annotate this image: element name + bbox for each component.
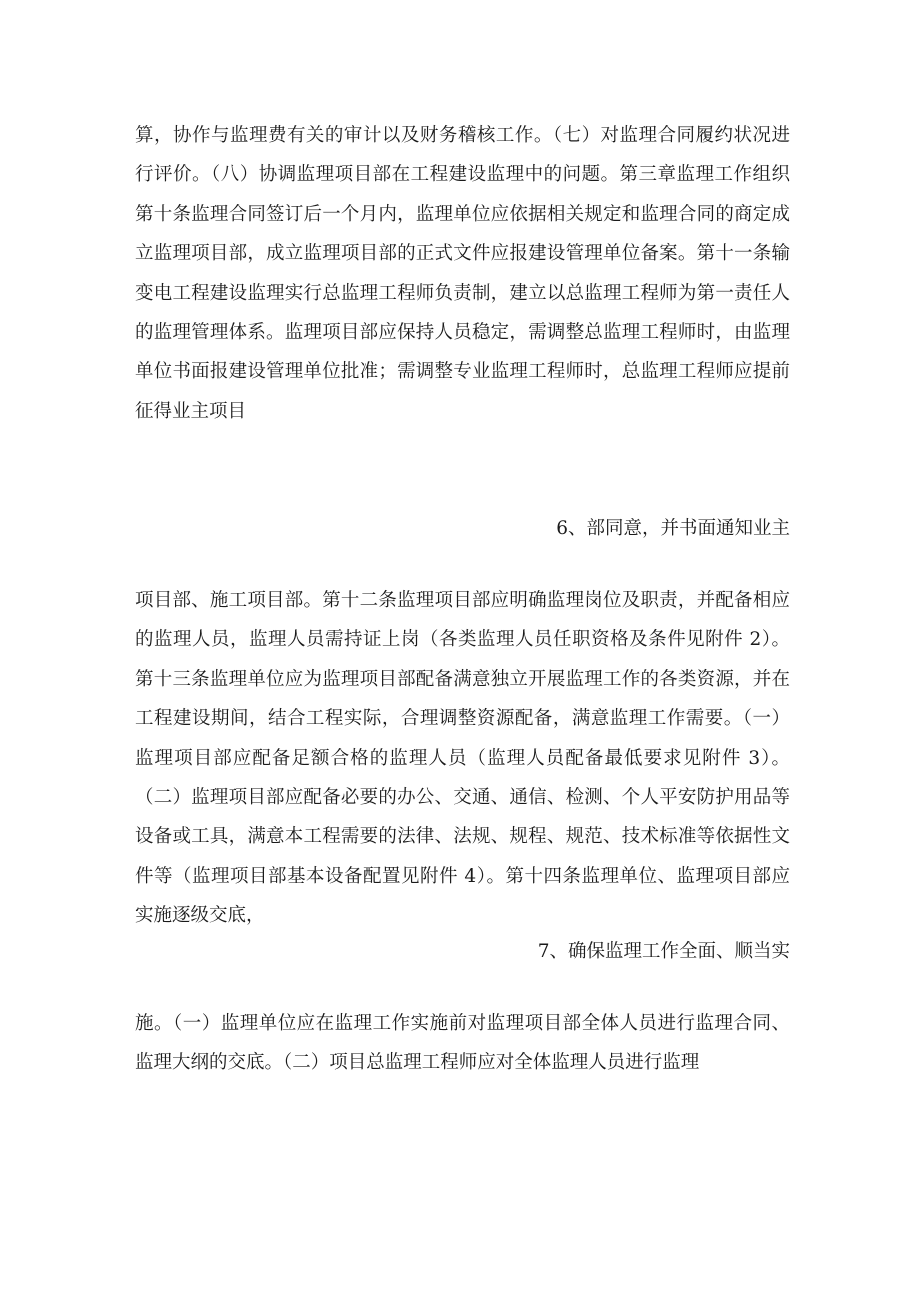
- body-paragraph-2: 项目部、施工项目部。第十二条监理项目部应明确监理岗位及职责，并配备相应的监理人员，监理人员需持证上岗（各类监理人员任职资格及条件见附件 2）。第十三条监理单位应为监理项目部配备满意独立开展监理工作的各类资源，并在工程建设期间，结合工程实际，合理调整资源配备，满意监理工作需要。（一）监理项目部应配备足额合格的监理人员（监理人员配备最低要求见附件 3）。（二）监理项目部应配备必要的办公、交通、通信、检测、个人平安防护用品等设备或工具，满意本工程需要的法律、法规、规程、规范、技术标准等依据性文件等（监理项目部基本设备配置见附件 4）。第十四条监理单位、监理项目部应实施逐级交底，: [135, 590, 790, 927]
- numbered-line-6: 6、部同意，并书面通知业主: [556, 518, 790, 539]
- numbered-line-7: 7、确保监理工作全面、顺当实: [537, 941, 790, 962]
- body-paragraph-3: 施。（一）监理单位应在监理工作实施前对监理项目部全体人员进行监理合同、监理大纲的交底。（二）项目总监理工程师应对全体监理人员进行监理: [135, 1013, 790, 1074]
- body-paragraph-1: 算，协作与监理费有关的审计以及财务稽核工作。（七）对监理合同履约状况进行评价。（八）协调监理项目部在工程建设监理中的问题。第三章监理工作组织第十条监理合同签订后一个月内，监理单位应依据相关规定和监理合同的商定成立监理项目部，成立监理项目部的正式文件应报建设管理单位备案。第十一条输变电工程建设监理实行总监理工程师负责制，建立以总监理工程师为第一责任人的监理管理体系。监理项目部应保持人员稳定，需调整总监理工程师时，由监理单位书面报建设管理单位批准；需调整专业监理工程师时，总监理工程师应提前征得业主项目: [135, 125, 790, 422]
